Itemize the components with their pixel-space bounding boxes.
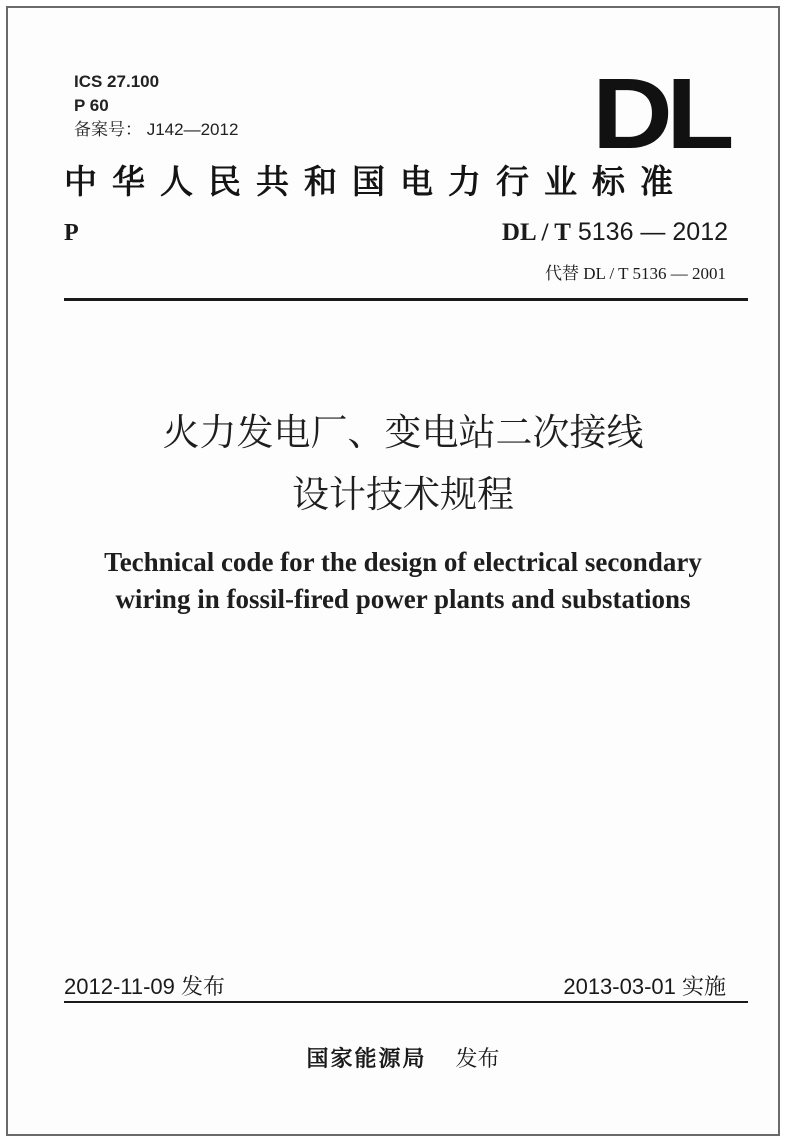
publisher-action: 发布	[455, 1047, 500, 1072]
ccs-code: P 60	[74, 96, 109, 115]
classification-letter: P	[64, 220, 79, 246]
ics-code: ICS 27.100	[74, 72, 160, 91]
standard-number-prefix: DL / T	[501, 219, 571, 246]
record-number: 备案号： J142—2012	[74, 120, 239, 139]
standard-number	[502, 218, 728, 247]
standard-cover	[6, 6, 780, 1136]
standard-number-value: 5136 — 2012	[577, 218, 728, 246]
title-cn-line-2: 设计技术规程	[292, 473, 514, 516]
dl-logo: DL	[592, 58, 728, 170]
replaces-standard: 代替 DL / T 5136 — 2001	[544, 264, 726, 283]
standard-category-title: 中华人民共和国电力行业标准	[64, 162, 688, 201]
title-en-line-1: Technical code for the design of electrical secondary	[104, 547, 702, 577]
document-title-chinese	[8, 402, 790, 526]
publisher-org: 国家能源局	[306, 1047, 427, 1072]
document-title-english	[8, 544, 790, 618]
classification-block	[74, 70, 238, 142]
title-cn-line-1: 火力发电厂、变电站二次接线	[162, 411, 644, 454]
publisher	[8, 1042, 790, 1073]
implementation-date: 2013-03-01 实施	[563, 974, 726, 999]
title-en-line-2: wiring in fossil-fired power plants and substations	[115, 584, 691, 614]
issue-date: 2012-11-09 发布	[64, 974, 226, 999]
top-rule	[64, 298, 748, 301]
bottom-rule	[64, 1001, 748, 1003]
